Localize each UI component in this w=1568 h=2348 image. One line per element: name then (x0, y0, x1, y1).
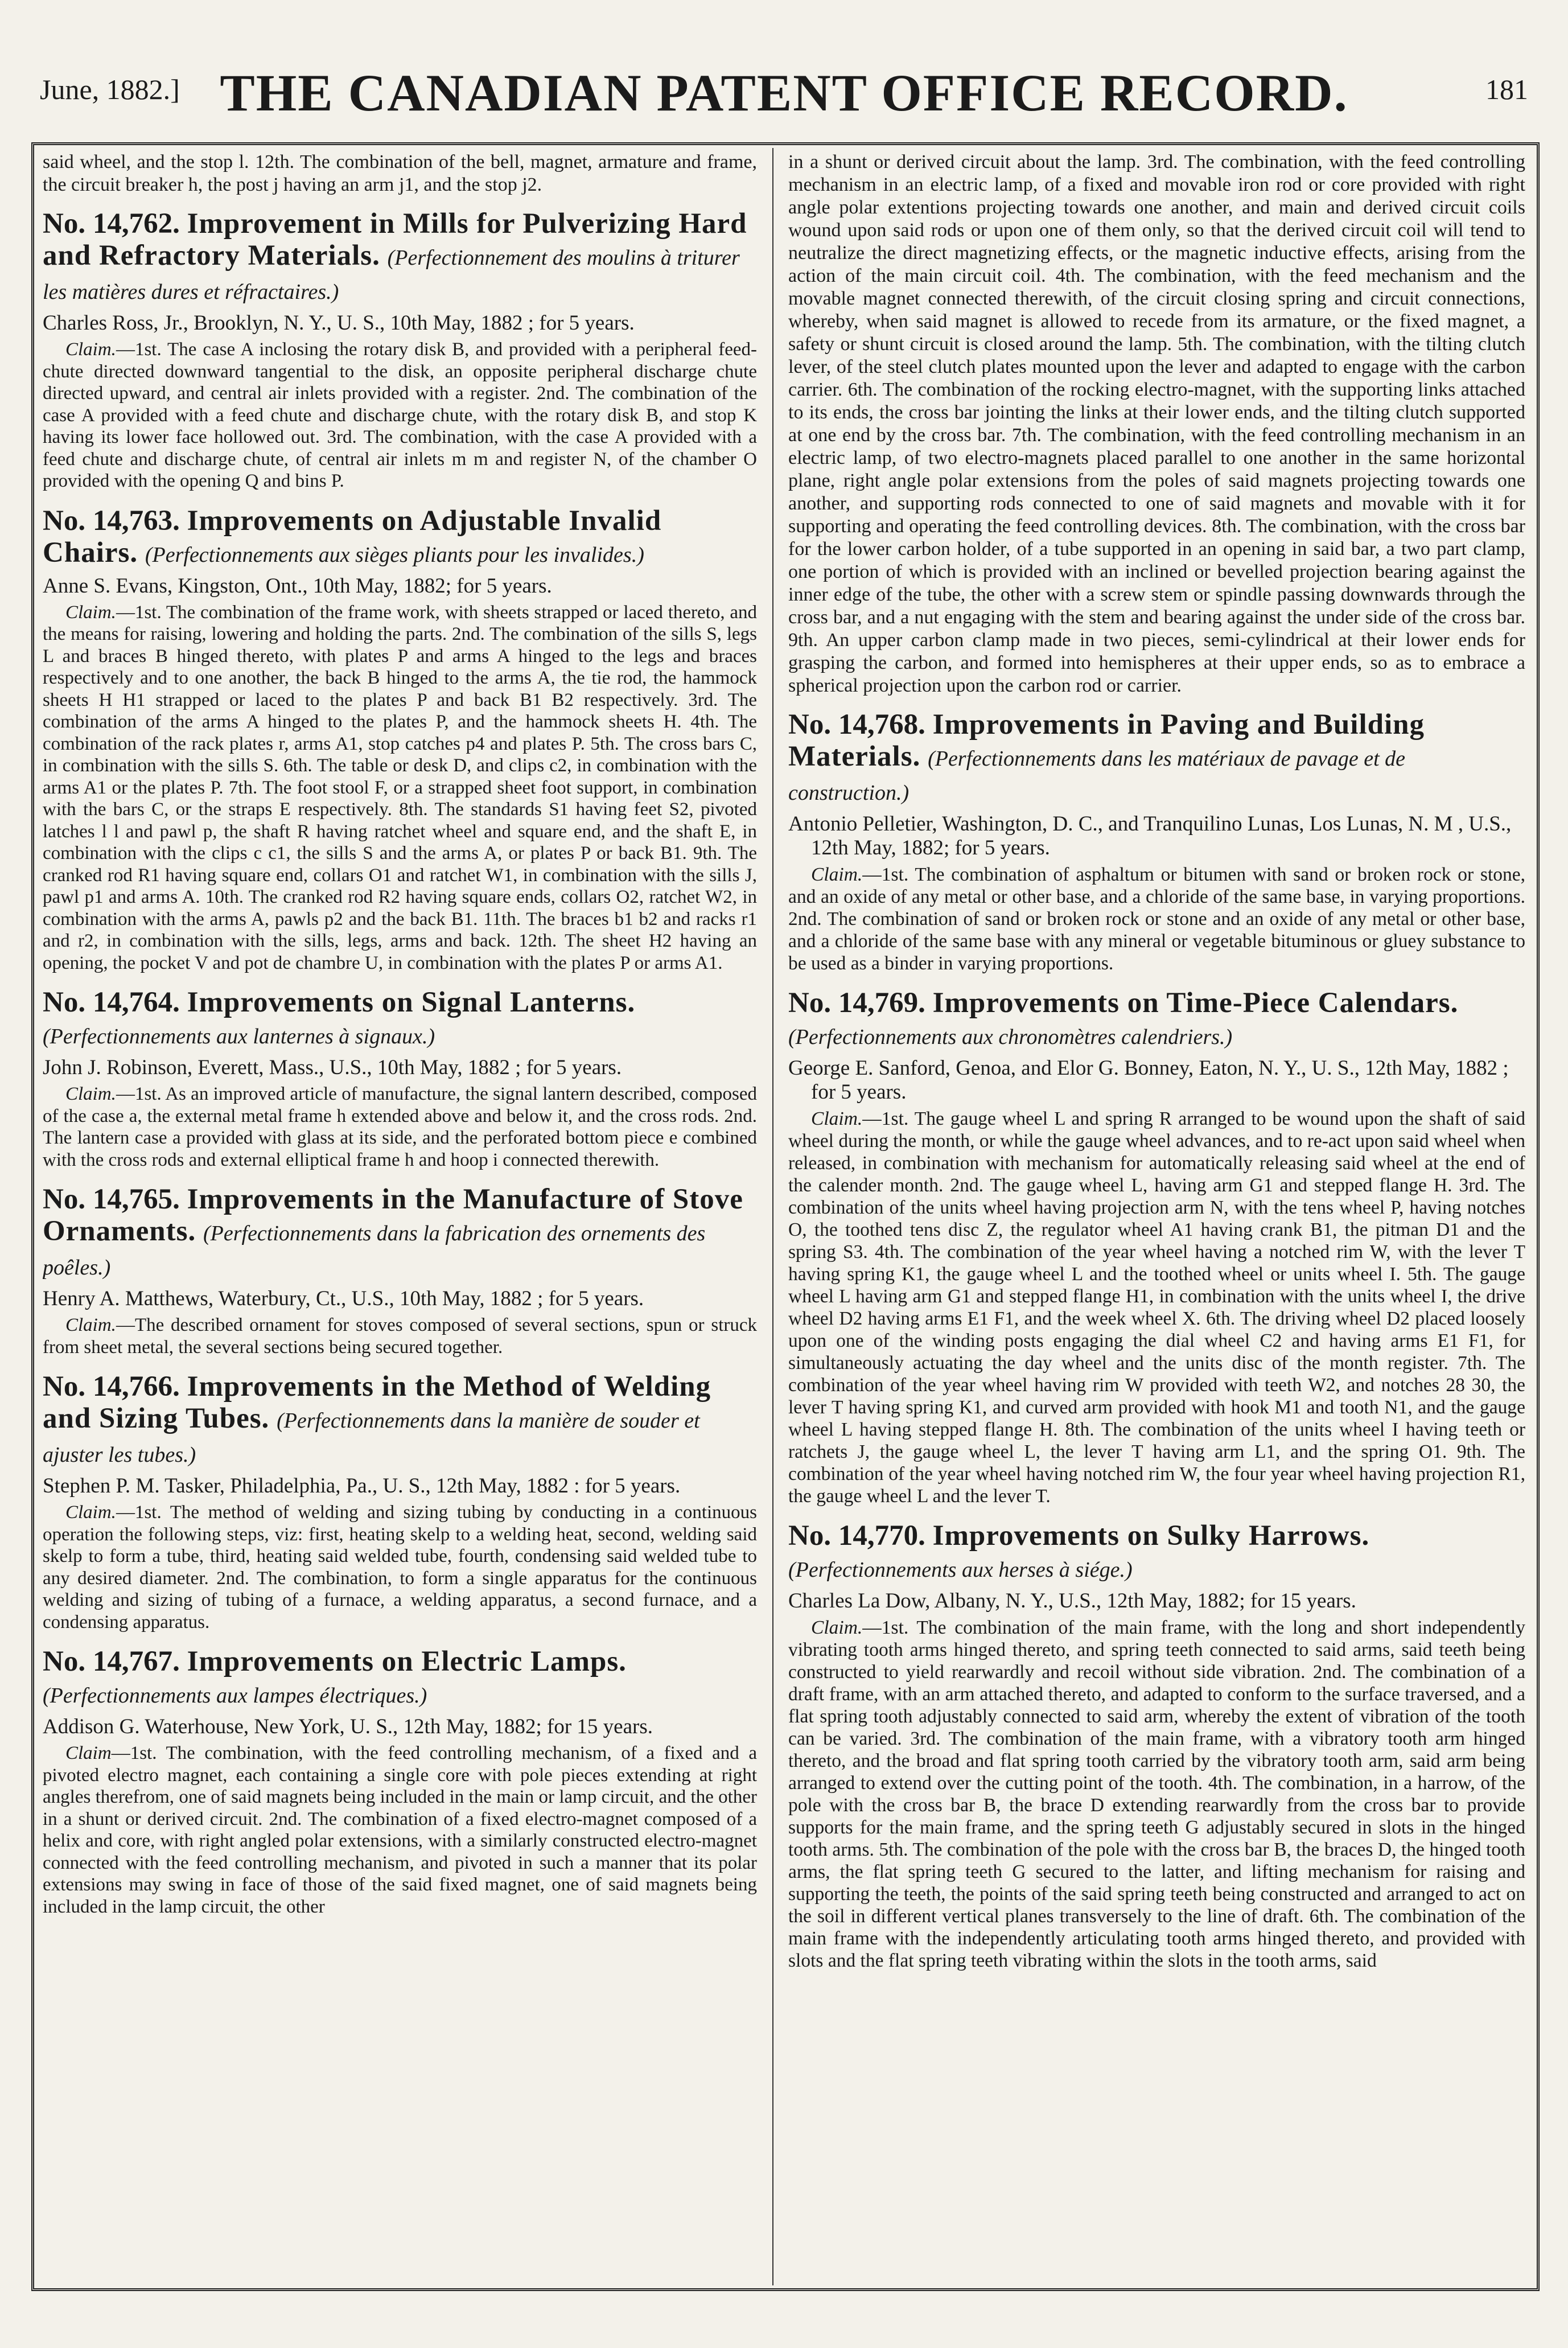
patent-number: No. 14,764. (43, 986, 180, 1018)
claim-label: Claim. (65, 339, 116, 360)
patent-entry-14765 (43, 1183, 757, 1358)
claim-label: Claim. (811, 1108, 863, 1129)
inventor-line: Charles La Dow, Albany, N. Y., U.S., 12th May, 1882; for 15 years. (788, 1589, 1356, 1613)
patent-heading (43, 1183, 757, 1284)
claim-label: Claim. (65, 602, 116, 623)
patent-number: No. 14,766. (43, 1371, 180, 1403)
patent-french-title: (Perfectionnements dans la fabrication des ornements des poêles.) (43, 1222, 706, 1280)
patent-heading (43, 208, 757, 308)
inventor-line: Antonio Pelletier, Washington, D. C., and Tranquilino Lunas, Los Lunas, N. M , U.S., 12th May, 1882; for 5 years. (788, 812, 1512, 860)
publication-title: THE CANADIAN PATENT OFFICE RECORD. (220, 64, 1348, 122)
patent-title: Improvements on Signal Lanterns. (187, 986, 636, 1018)
claim-label: Claim (65, 1743, 112, 1763)
issue-date: June, 1882.] (40, 73, 180, 105)
patent-number: No. 14,769. (788, 987, 925, 1019)
claim-label: Claim. (65, 1315, 116, 1335)
patent-french-title: (Perfectionnements dans les matériaux de pavage et de construction.) (788, 747, 1405, 805)
patent-title: Improvements on Sulky Harrows. (932, 1520, 1370, 1552)
patent-heading (43, 986, 757, 1052)
patent-number: No. 14,763. (43, 504, 180, 537)
patent-number: No. 14,765. (43, 1183, 180, 1215)
inventor-line: George E. Sanford, Genoa, and Elor G. Bonney, Eaton, N. Y., U. S., 12th May, 1882 ; for 5 years. (788, 1056, 1509, 1104)
patent-entry-14767 (43, 1646, 757, 1918)
patent-french-title: (Perfectionnement des moulins à triturer les matières dures et réfractaires.) (43, 246, 740, 304)
patent-heading (788, 987, 1525, 1053)
patent-number: No. 14,767. (43, 1646, 180, 1677)
inventor-line: Anne S. Evans, Kingston, Ont., 10th May, 1882; for 5 years. (43, 574, 552, 598)
patent-french-title: (Perfectionnements aux herses à siége.) (788, 1558, 1133, 1582)
claim-label: Claim. (65, 1084, 116, 1104)
claim-body: —1st. The combination of the frame work, with sheets strapped or laced thereto, and the means for raising, lowering and holding the parts. 2nd. The combination of the sills S, legs L and braces B hinged thereto, with plates P and arms A hinged to the legs and braces respectively and to one another, the back B hinged to the arms A, the tie rod, the hammock sheets H H1 strapped or laced to the plates P and back B1 B2 respectively. 3rd. The combination of the arms A hinged to the plates P, and the hammock sheets H. 4th. The combination of the rack plates r, arms A1, stop catches p4 and plates P. 5th. The cross bars C, in combination with the sills S. 6th. The table or desk D, and clips c2, in combination with the arms A1 or the plates P. 7th. The foot stool F, or a strapped sheet foot support, in combination with the bars C, or the straps E respectively. 8th. The standards S1 having feet S2, pivoted latches l l and pawl p, the shaft R having ratchet wheel and square end, and the shaft E, in combination with the clips c c1, the sills S and the arms A, or plates P or back B1. 9th. The cranked rod R1 having square end, collars O1 and ratchet W1, in combination with the sills J, pawl p1 and arms A. 10th. The cranked rod R2 having square ends, collars O2, ratchet W2, in combination with the arms A, pawls p2 and the back B1. 11th. The braces b1 b2 and racks r1 and r2, in combination with the sills, legs, arms and back. 12th. The sheet H2 having an opening, the pocket V and pot de chambre U, in combination with the plates P or arms A1. (43, 602, 757, 973)
claim-text (43, 1314, 757, 1358)
claim-text (43, 1083, 757, 1171)
column-divider (772, 148, 773, 2285)
patent-french-title: (Perfectionnements aux chronomètres calendriers.) (788, 1025, 1233, 1049)
patent-entry-14769 (788, 987, 1525, 1507)
continued-claim-text: in a shunt or derived circuit about the lamp. 3rd. The combination, with the feed controlling mechanism in an electric lamp, of a fixed and movable iron rod or core provided with right angle polar extentions projecting towards one another, and main and derived circuit coils wound upon said rods or upon one of them only, so that the derived circuit coil will tend to neutralize the direct magnetizing effects, or the magnetic inductive effects, arising from the action of the main circuit coil. 4th. The combination, with the feed mechanism and the movable magnet connected therewith, of the circuit closing spring and circuit connections, whereby, when said magnet is allowed to recede from its armature, or the fixed magnet, a safety or shunt circuit is closed around the lamp. 5th. The combination, with the tilting clutch lever, of the steel clutch plates mounted upon the lever and adapted to engage with the carbon carrier. 6th. The combination of the rocking electro-magnet, with the supporting links attached to its ends, the cross bar jointing the links at their lower ends, and the tilting clutch supported at one end by the cross bar. 7th. The combination, with the feed controlling mechanism in an electric lamp, of two electro-magnets placed parallel to one another in the same horizontal plane, right angle polar extensions from the poles of said magnets projecting towards one another, and supporting rods connected to one of said magnets and movable with it for supporting and operating the feed controlling devices. 8th. The combination, with the cross bar for the lower carbon holder, of a tube supported in an opening in said bar, a two part clamp, one portion of which is provided with an inclined or bevelled projection bearing against the inner edge of the tube, the other with a screw stem or spindle passing downwards through the cross bar, and a nut engaging with the stem and bearing against the under side of the cross bar. 9th. An upper carbon clamp made in two pieces, semi-cylindrical at their lower ends for grasping the carbon, and formed into hemispheres at their upper ends, so as to embrace a spherical projection upon the carbon rod or carrier. (788, 151, 1525, 696)
claim-text (43, 1742, 757, 1918)
patent-title: Improvement in Mills for Pulverizing Hard and Refractory Materials. (43, 208, 747, 272)
claim-body: —The described ornament for stoves composed of several sections, spun or struck from sheet metal, the several sections being secured together. (43, 1315, 757, 1358)
left-column (43, 151, 757, 2283)
patent-entry-14770 (788, 1520, 1525, 1972)
patent-french-title: (Perfectionnements aux sièges pliants pour les invalides.) (145, 542, 644, 567)
patent-number: No. 14,768. (788, 709, 925, 741)
claim-body: —1st. The gauge wheel L and spring R arranged to be wound upon the shaft of said wheel during the month, or while the gauge wheel advances, and to re-act upon said wheel when released, in combination with mechanism for automatically releasing said wheel at the end of the calender month. 2nd. The gauge wheel L, having arm G1 and stepped flange H. 3rd. The combination of the units wheel having projection arm N, with the tens wheel P, having notches O, the toothed tens disc Z, the regulator wheel A1 having crank B1, the pitman D1 and the spring S3. 4th. The combination of the year wheel having a notched rim W, with the lever T having spring K1, the gauge wheel L and the toothed wheel or units wheel I. 5th. The gauge wheel L having arm G1 and stepped flange H1, in combination with the units wheel I, the drive wheel D2 having arms E1 F1, and the week wheel X. 6th. The driving wheel D2 placed loosely upon one of the winding posts engaging the dial wheel C2 and having arms E1 F1, for simultaneously actuating the day wheel and the units disc of the month register. 7th. The combination of the year wheel having rim W provided with teeth W2, and notches 28 30, the lever T having spring K1, and curved arm provided with hook M1 and tooth N1, and the gauge wheel L having stepped flange H. 8th. The combination of the units wheel I having teeth or ratchets J, the gauge wheel L, the lever T having arm L1, and the spring O1. 9th. The combination of the year wheel having notched rim W, the four year wheel having projection R1, the gauge wheel L and the lever T. (788, 1108, 1525, 1507)
patent-entry-14763 (43, 505, 757, 974)
patent-title: Improvements on Electric Lamps. (187, 1646, 627, 1677)
claim-body: —1st. The case A inclosing the rotary disk B, and provided with a peripheral feed-chute directed downward tangential to the disk, an opposite peripheral discharge chute directed upward, and central air inlets provided with a register. 2nd. The combination of the case A provided with a feed chute and discharge chute, with the rotary disk B, and stop K having its lower face hollowed out. 3rd. The combination, with the case A provided with a feed chute and discharge chute, of central air inlets m m and register N, of the chamber O provided with the opening Q and bins P. (43, 339, 757, 491)
right-column (788, 151, 1525, 2283)
patent-entry-14768 (788, 709, 1525, 974)
claim-label: Claim. (811, 864, 863, 885)
inventor-line: Addison G. Waterhouse, New York, U. S., 12th May, 1882; for 15 years. (43, 1715, 653, 1738)
page-number: 181 (1485, 73, 1528, 105)
inventor-line: Stephen P. M. Tasker, Philadelphia, Pa., U. S., 12th May, 1882 : for 5 years. (43, 1474, 681, 1498)
patent-entry-14762 (43, 208, 757, 492)
continued-claim-text: said wheel, and the stop l. 12th. The combination of the bell, magnet, armature and frame, the circuit breaker h, the post j having an arm j1, and the stop j2. (43, 151, 757, 195)
patent-heading (788, 1520, 1525, 1586)
claim-text (43, 1502, 757, 1633)
patent-french-title: (Perfectionnements aux lampes électriques.) (43, 1684, 427, 1708)
patent-entry-14766 (43, 1371, 757, 1633)
patent-heading (43, 1371, 757, 1471)
claim-label: Claim. (65, 1502, 116, 1523)
claim-body: —1st. The combination of the main frame, with the long and short independently vibrating tooth arms hinged thereto, and spring teeth connected to said arms, said teeth being constructed to yield rearwardly and recoil without side vibration. 2nd. The combination of a draft frame, with an arm attached thereto, and adapted to conform to the surface traversed, and a flat spring tooth adjustably connected to said arm, whereby the extent of vibration of the tooth can be varied. 3rd. The combination of the main frame, with a vibratory tooth arm hinged thereto, and the broad and flat spring tooth carried by the vibratory tooth arm, said arm being arranged to extend over the cutting point of the tooth. 4th. The combination, in a harrow, of the pole with the cross bar B, the brace D extending rearwardly from the cross bar to provide supports for the main frame, and the spring teeth G adjustably secured in slots in the hinged tooth arms. 5th. The combination of the pole with the cross bar B, the braces D, the hinged tooth arms, the flat spring teeth G secured to the latter, and lifting mechanism for raising and supporting the teeth, the points of the said spring teeth being constructed and arranged to act on the soil in different vertical planes transversely to the line of draft. 6th. The combination of the main frame with the independently articulating tooth arms hinged thereto, and provided with slots and the flat spring teeth vibrating within the slots in the tooth arms, said (788, 1617, 1525, 1971)
claim-label: Claim. (811, 1617, 863, 1638)
patent-number: No. 14,762. (43, 208, 180, 240)
claim-body: —1st. The combination of asphaltum or bitumen with sand or broken rock or stone, and an oxide of any metal or other base, and a chloride of the same base, in varying proportions. 2nd. The combination of sand or broken rock or stone and an oxide of any metal or other base, and a chloride of the same base with any mineral or vegetable bituminous or gluey substance to be used as a binder in varying proportions. (788, 864, 1525, 974)
claim-text (788, 1617, 1525, 1972)
patent-title: Improvements in the Manufacture of Stove Ornaments. (43, 1183, 743, 1247)
patent-title: Improvements on Time-Piece Calendars. (932, 987, 1459, 1019)
patent-french-title: (Perfectionnements aux lanternes à signaux.) (43, 1025, 435, 1048)
page-header (0, 63, 1568, 131)
claim-text (43, 339, 757, 492)
inventor-line: Henry A. Matthews, Waterbury, Ct., U.S., 10th May, 1882 ; for 5 years. (43, 1287, 644, 1310)
patent-french-title: (Perfectionnements dans la manière de souder et ajuster les tubes.) (43, 1409, 700, 1467)
claim-body: —1st. The combination, with the feed controlling mechanism, of a fixed and a pivoted electro magnet, each containing a single core with pole pieces extending at right angles therefrom, one of said magnets being included in the main or lamp circuit, and the other in a shunt or derived circuit. 2nd. The combination of a fixed electro-magnet composed of a helix and core, with right angled polar extensions, with a similarly constructed electro-magnet connected with the feed controlling mechanism, and pivoted in such a manner that its polar extensions may swing in face of those of the said fixed magnet, one of said magnets being included in the lamp circuit, the other (43, 1743, 757, 1917)
patent-title: Improvements in Paving and Building Materials. (788, 709, 1425, 772)
claim-text (788, 1108, 1525, 1507)
claim-body: —1st. The method of welding and sizing tubing by conducting in a continuous operation the following steps, viz: first, heating skelp to a welding heat, second, welding said skelp to form a tube, third, heating said welded tube, fourth, condensing said welded tube to any desired diameter. 2nd. The combination, to form a single apparatus for the continuous welding and sizing of tubing of a furnace, a welding apparatus, a second furnace, and a condensing apparatus. (43, 1502, 757, 1633)
patent-heading (788, 709, 1525, 809)
patent-title: Improvements in the Method of Welding and Sizing Tubes. (43, 1371, 711, 1434)
inventor-line: John J. Robinson, Everett, Mass., U.S., 10th May, 1882 ; for 5 years. (43, 1056, 622, 1079)
claim-body: —1st. As an improved article of manufacture, the signal lantern described, composed of the case a, the external metal frame h extended above and below it, and the cross rods. 2nd. The lantern case a provided with glass at its side, and the perforated bottom piece e combined with the cross rods and external elliptical frame h and hoop i connected therewith. (43, 1084, 757, 1170)
patent-heading (43, 505, 757, 571)
claim-text (788, 863, 1525, 974)
patent-title: Improvements on Adjustable Invalid Chairs. (43, 504, 662, 569)
inventor-line: Charles Ross, Jr., Brooklyn, N. Y., U. S., 10th May, 1882 ; for 5 years. (43, 311, 635, 335)
claim-text (43, 602, 757, 974)
patent-heading (43, 1646, 757, 1712)
patent-entry-14764 (43, 986, 757, 1171)
patent-number: No. 14,770. (788, 1520, 925, 1552)
